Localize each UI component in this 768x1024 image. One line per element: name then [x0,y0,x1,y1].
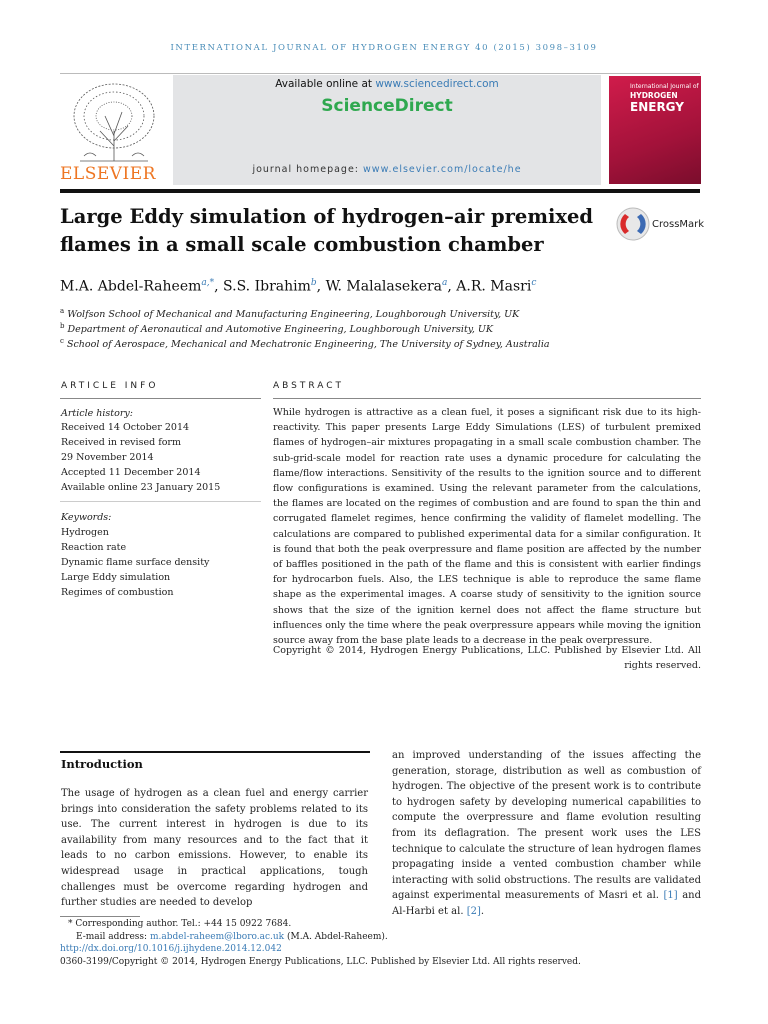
sciencedirect-logo: ScienceDirect [321,96,453,116]
author-affil-link[interactable]: a,* [201,278,215,288]
history-item: 29 November 2014 [61,452,154,463]
author-affil-link[interactable]: a [442,278,448,288]
cover-text-2: HYDROGEN [630,91,678,100]
intro-right-mid: and Al-Harbi et al. [392,890,702,917]
abstract-rule [273,398,701,399]
article-info-rule [60,398,261,399]
affiliation-text: Wolfson School of Mechanical and Manufacturing Engineering, Loughborough University, UK [67,309,520,321]
homepage-label: journal homepage: [252,164,364,175]
keyword: Reaction rate [61,542,127,553]
title-line-2: flames in a small scale combustion chamber [60,233,544,256]
doi-line [60,943,282,955]
cover-text-1: International Journal of [630,83,699,90]
author-name: W. Malalasekera [325,278,443,295]
keyword: Large Eddy simulation [61,572,171,583]
intro-right-text: an improved understanding of the issues affecting the generation, storage, distribution as well as combustion of hydrogen. The objective of the present work is to contribute to hydrogen safety by developing numerical capabilities to compute the overpressure and flame evolution resulting from its deflagration. The present work uses the LES technique to calculate the structure of lean hydrogen flames propagating inside a vented combustion chamber while interacting with solid obstructions. The results are validated against experimental measurements of Masri et al. [392,750,701,902]
author-affil-link[interactable]: c [531,278,537,288]
info-divider [60,501,261,502]
keyword: Hydrogen [61,527,109,538]
homepage-link[interactable]: www.elsevier.com/locate/he [363,164,522,175]
intro-right-end: . [480,905,485,917]
crossmark-label[interactable]: CrossMark [652,219,705,230]
header-top-rule [60,73,700,74]
affiliation-text: Department of Aeronautical and Automotive Engineering, Loughborough University, UK [67,324,494,336]
intro-left-column: The usage of hydrogen as a clean fuel and energy carrier brings into consideration the safety problems related to its use. The current interest in hydrogen is due to its availability from many resources and to the fact that it leads to no carbon emissions. However, to enable its widespread usage in practical applications, tough challenges must be overcome regarding hydrogen and further studies are needed to develop [61,788,368,909]
affiliation [60,337,700,350]
corresponding-author-note: * Corresponding author. Tel.: +44 15 0922 7684. [68,919,292,929]
introduction-rule [60,751,370,753]
email-label: E-mail address: [76,932,150,942]
abstract-copyright: Copyright © 2014, Hydrogen Energy Publications, LLC. Published by Elsevier Ltd. All rights reserved. [273,645,701,672]
article-history-label: Article history: [61,408,133,419]
issn-copyright-line: 0360-3199/Copyright © 2014, Hydrogen Energy Publications, LLC. Published by Elsevier Ltd. All rights reserved. [60,957,581,967]
affiliation-mark: a [60,307,65,315]
title-line-1: Large Eddy simulation of hydrogen–air premixed [60,205,594,228]
journal-running-head: INTERNATIONAL JOURNAL OF HYDROGEN ENERGY 40 (2015) 3098–3109 [170,43,598,53]
author-name: A.R. Masri [456,278,532,295]
author-list: M.A. Abdel-Raheem$^{a,*}$, S.S. Ibrahim$^b$, W. Malalasekera$^a$, A.R. Masri$^c$ [60,278,537,295]
keyword: Dynamic flame surface density [61,557,210,568]
reference-link-2[interactable]: [2] [466,905,481,917]
history-item: Received in revised form [61,437,181,448]
keyword: Regimes of combustion [61,587,174,598]
footnote-rule [60,916,140,917]
cover-text-3: ENERGY [630,100,684,114]
author-name: S.S. Ibrahim [223,278,311,295]
affiliation-mark: c [60,337,64,345]
header-rule [60,189,700,193]
sciencedirect-link[interactable]: www.sciencedirect.com [375,78,499,90]
affiliation [60,307,700,320]
introduction-heading: Introduction [61,757,143,771]
abstract-body: While hydrogen is attractive as a clean fuel, it poses a significant risk due to its high-reactivity. This paper presents Large Eddy Simulations (LES) of turbulent premixed flames of hydrogen–air mixtures propagating in a small scale combustion chamber. The sub-grid-scale model for reaction rate uses a dynamic procedure for calculating the flame/flow interactions. Sensitivity of the results to the ignition source and to different flow configurations is examined. Using the relevant parameter from the calculations, the flames are located on the regimes of combustion and are found to span the thin and corrugated flamelet regimes, hence confirming the validity of flamelet modelling. The calculations are compared to published experimental data for a similar configuration. It is found that both the peak overpressure and flame position are affected by the number of baffles positioned in the path of the flame and this is consistent with earlier findings for hydrocarbon fuels. Also, the LES technique is able to reproduce the same flame shape as the experimental images. A coarse study of sensitivity to the ignition source shows that the size of the ignition kernel does not affect the flame structure but influences only the time where the peak overpressure appears while moving the ignition source away from the base plate leads to a decrease in the peak overpressure. [273,407,701,647]
email-link[interactable]: m.abdel-raheem@lboro.ac.uk [149,932,285,942]
journal-homepage-line [173,164,601,175]
reference-link-1[interactable]: [1] [663,890,678,902]
intro-right-column [392,748,701,920]
publisher-wordmark: ELSEVIER [60,164,156,184]
available-online-text: Available online at [275,78,376,90]
keywords-label: Keywords: [61,512,112,523]
crossmark-icon[interactable] [614,205,652,243]
available-online-line [173,78,601,90]
history-item: Received 14 October 2014 [61,422,190,433]
article-info-heading: ARTICLE INFO [61,381,159,391]
email-owner: (M.A. Abdel-Raheem). [284,932,388,942]
author-name: M.A. Abdel-Raheem [60,278,202,295]
history-item: Accepted 11 December 2014 [61,467,201,478]
author-affil-link[interactable]: b [310,278,317,288]
affiliation-text: School of Aerospace, Mechanical and Mechatronic Engineering, The University of Sydney, Australia [66,339,550,351]
abstract-heading: ABSTRACT [273,381,345,391]
doi-link[interactable]: http://dx.doi.org/10.1016/j.ijhydene.2014.12.042 [60,944,282,954]
affiliation [60,322,700,335]
email-note [76,931,388,943]
article-title [60,203,600,259]
affiliation-mark: b [60,322,65,330]
history-item: Available online 23 January 2015 [61,482,221,493]
